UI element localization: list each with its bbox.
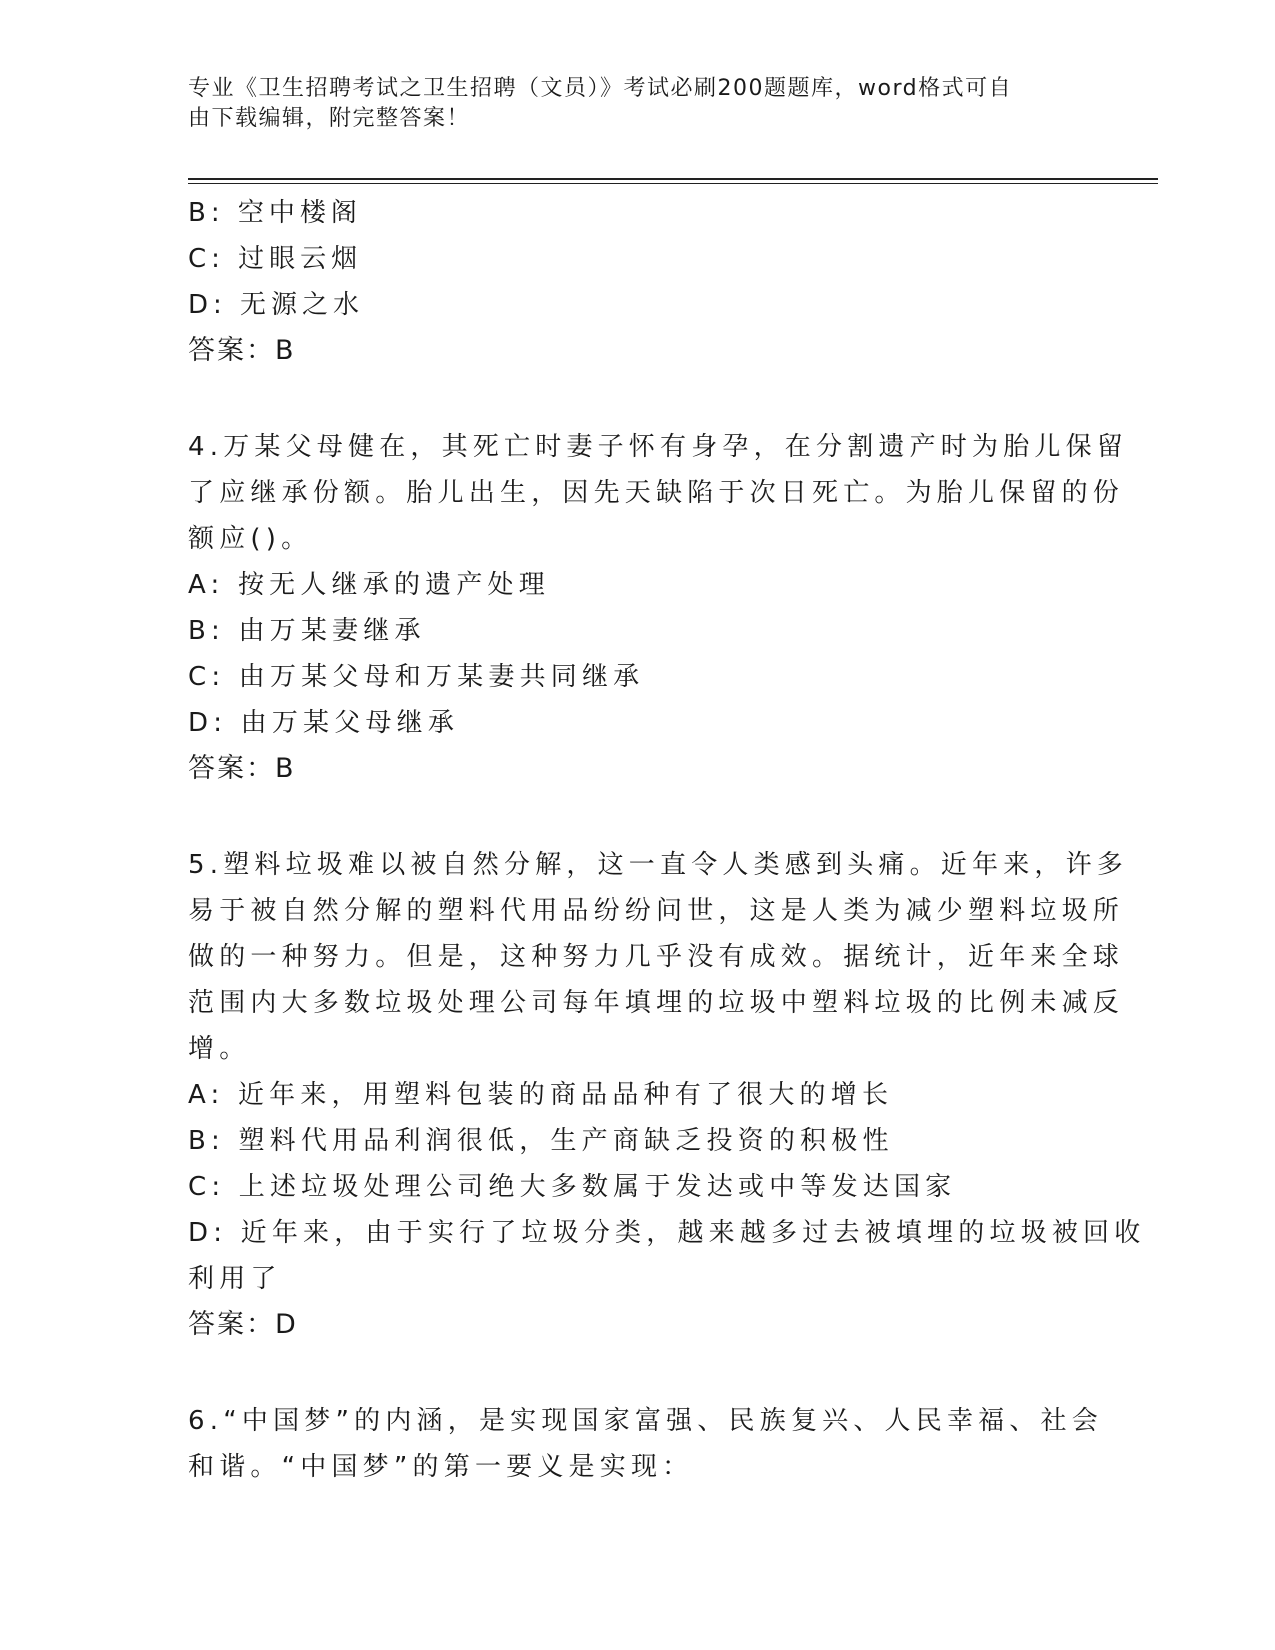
- option-d-continued: 利用了: [188, 1264, 282, 1294]
- header-line-2: 由下载编辑，附完整答案！: [188, 106, 471, 131]
- answer-line: 答案：D: [188, 1309, 298, 1340]
- option-b: B: 空中楼阁: [188, 198, 362, 228]
- question-stem-line: 和谐。“中国梦”的第一要义是实现：: [188, 1452, 694, 1482]
- spacer: [188, 374, 1088, 424]
- question-6: [188, 1398, 1103, 1490]
- header-divider-thick: [188, 178, 1158, 180]
- document-content: [188, 190, 1146, 1490]
- answer-line: 答案：B: [188, 753, 296, 784]
- header-divider-thin: [188, 183, 1158, 184]
- option-d: D: 无源之水: [188, 290, 365, 320]
- option-b: B: 由万某妻继承: [188, 616, 426, 646]
- answer-line: 答案：B: [188, 335, 296, 366]
- option-c: C: 过眼云烟: [188, 244, 363, 274]
- option-a: A: 近年来，用塑料包装的商品品种有了很大的增长: [188, 1080, 894, 1110]
- question-stem-line: 做的一种努力。但是，这种努力几乎没有成效。据统计，近年来全球: [188, 942, 1125, 972]
- header-line-1: 专业《卫生招聘考试之卫生招聘（文员）》考试必刷200题题库，word格式可自: [188, 76, 1013, 101]
- option-b: B: 塑料代用品利润很低，生产商缺乏投资的积极性: [188, 1126, 894, 1156]
- option-d: D: 近年来，由于实行了垃圾分类，越来越多过去被填埋的垃圾被回收: [188, 1218, 1146, 1248]
- question-stem-line: 5.塑料垃圾难以被自然分解，这一直令人类感到头痛。近年来，许多: [188, 850, 1129, 880]
- question-5: [188, 842, 1146, 1348]
- question-4: [188, 424, 1129, 792]
- question-stem-line: 额应()。: [188, 524, 313, 554]
- question-stem-line: 范围内大多数垃圾处理公司每年填埋的垃圾中塑料垃圾的比例未减反: [188, 988, 1125, 1018]
- question-stem-line: 了应继承份额。胎儿出生，因先天缺陷于次日死亡。为胎儿保留的份: [188, 478, 1125, 508]
- question-3: [188, 190, 1088, 374]
- spacer: [188, 1348, 1088, 1398]
- document-header: [188, 74, 1068, 134]
- option-a: A: 按无人继承的遗产处理: [188, 570, 550, 600]
- option-d: D: 由万某父母继承: [188, 708, 460, 738]
- question-stem-line: 4.万某父母健在，其死亡时妻子怀有身孕，在分割遗产时为胎儿保留: [188, 432, 1129, 462]
- question-stem-line: 增。: [188, 1034, 251, 1064]
- question-stem-line: 易于被自然分解的塑料代用品纷纷问世，这是人类为减少塑料垃圾所: [188, 896, 1125, 926]
- option-c: C: 上述垃圾处理公司绝大多数属于发达或中等发达国家: [188, 1172, 957, 1202]
- spacer: [188, 792, 1088, 842]
- question-stem-line: 6.“中国梦”的内涵，是实现国家富强、民族复兴、人民幸福、社会: [188, 1406, 1103, 1436]
- option-c: C: 由万某父母和万某妻共同继承: [188, 662, 645, 692]
